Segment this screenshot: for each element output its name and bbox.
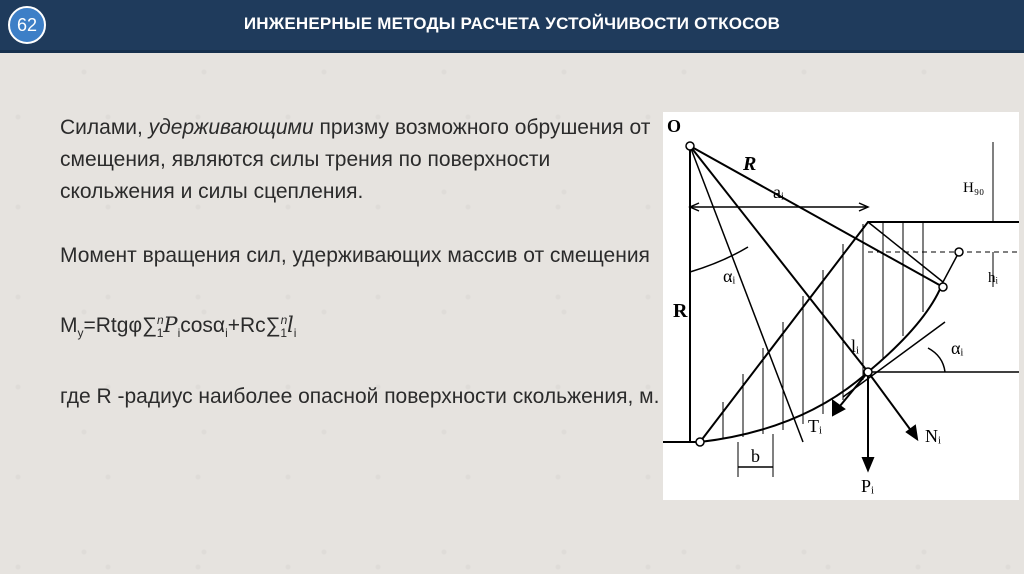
slide-text [60,112,670,413]
moment-formula: $M_у=Rtg\varphi\sum^n_1P_i\cos\alpha_i+Rc\sum^n_1l_i$ [60,313,297,341]
label-ai: aᵢ [773,182,784,202]
slide-title: ИНЖЕНЕРНЫЕ МЕТОДЫ РАСЧЕТА УСТОЙЧИВОСТИ ОТКОСОВ [243,14,781,33]
label-R-vertical: R [673,300,688,322]
label-h: hᵢ [988,270,998,286]
label-H: H₉₀ [963,180,985,196]
label-Ni: Nᵢ [925,426,941,446]
label-alpha-right: αᵢ [951,338,964,358]
paragraph-retaining-forces: Силами, удерживающими призму возможного обрушения от смещения, являются силы трения по поверхности скольжения и силы сцепления. [60,116,651,203]
slide-number-badge: 62 [8,6,46,44]
slope-stability-diagram [663,112,1019,500]
label-R-inclined: R [743,153,757,175]
label-b: b [751,446,760,466]
label-Ti: Tᵢ [808,416,822,436]
label-O: O [667,116,682,136]
paragraph-moment: Момент вращения сил, удерживающих массив от смещения [60,244,650,267]
label-Pi: Pᵢ [861,476,874,496]
label-li: lᵢ [851,336,859,356]
emphasis-retaining: удерживающими [148,116,314,139]
slope-surface [700,222,993,442]
paragraph-radius: где R -радиус наиболее опасной поверхности скольжения, м. [60,385,660,409]
force-N [868,372,915,436]
label-alpha: αᵢ [723,266,736,286]
slide-header [0,0,1024,53]
